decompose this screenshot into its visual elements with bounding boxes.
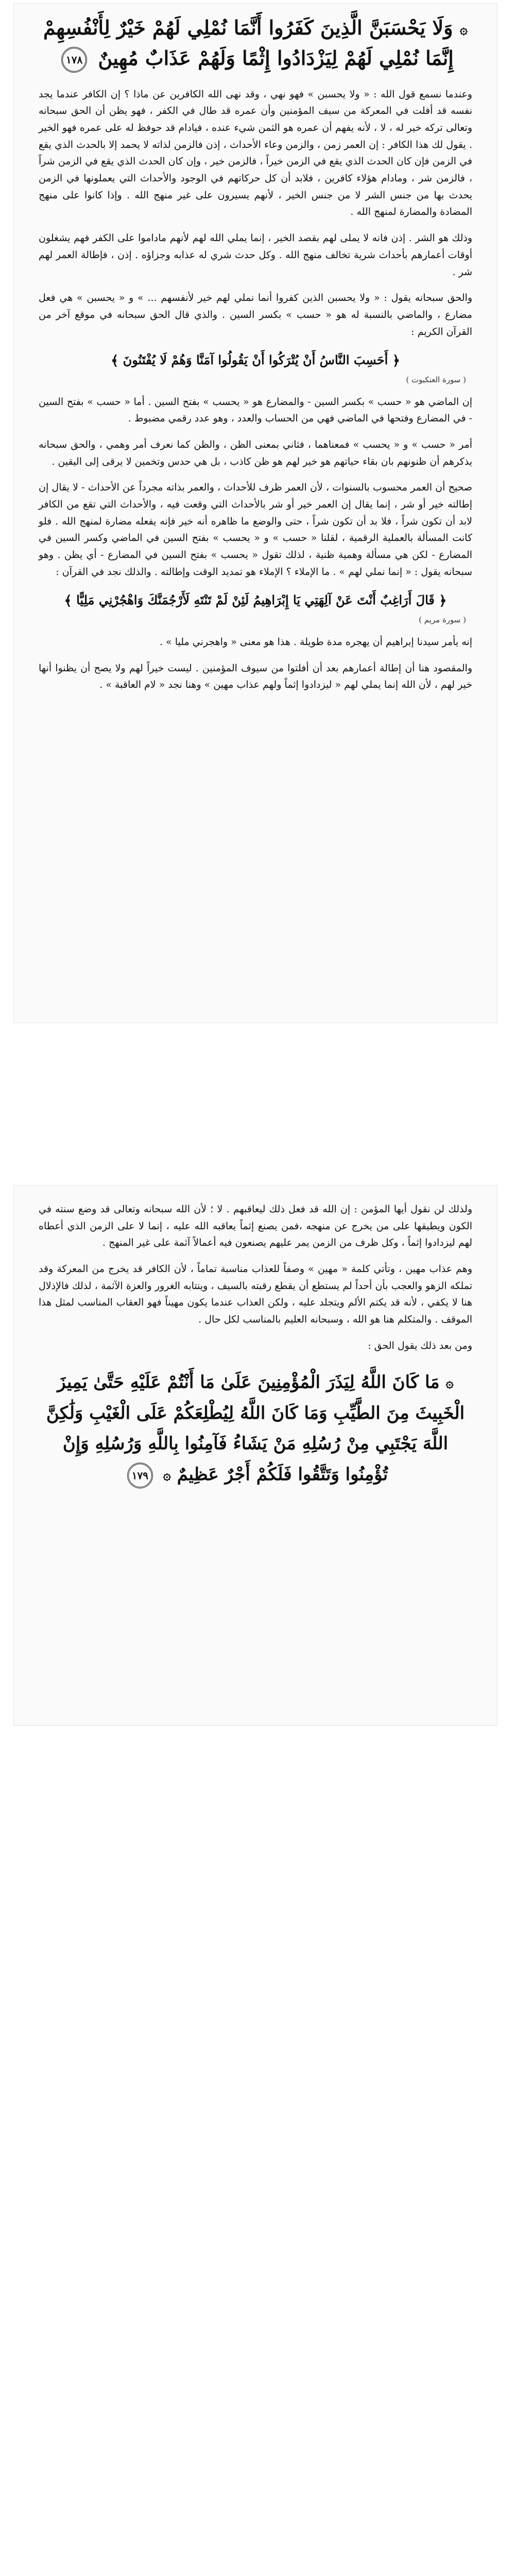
verse-bracket-icon: ﴿ [439,593,447,609]
commentary-paragraph: وهم عذاب مهين ، وتأتي كلمة « مهين » وصفاً للعذاب مناسبة تماماً ، لأن الكافر قد يخرج من المعركة وقد تملكه الزهو والعجب بأن أحداً لم يستطع أن يقطع رقبته بالسيف ، وينتابه الغرور والعزة الآثمة ، لذلك فالإذلال هنا لا يكفي ، لأنه قد يكتم الألم ويتجلد عليه ، ولكن العذاب عندما يكون مهيناً فهو العقاب المناسب لمثل هذا الموقف . والمتكلم هنا هو الله ، وسبحانه العليم بالمناسب لكل حال . [39,1263,472,1326]
scanned-page-1 [13,3,497,1023]
commentary-paragraph: ومن بعد ذلك يقول الحق : [368,1340,472,1351]
quran-verse-heading [14,4,497,77]
quoted-verse [14,349,497,372]
verse-end-ornament-icon: ۞ [163,1467,171,1483]
verse-bracket-icon: ﴾ [111,353,119,369]
commentary-paragraph: وذلك هو الشر . إذن فانه لا يملى لهم بقصد الخير ، إنما يملي الله لهم لأنهم ماداموا على الكفر فهم يشغلون أوقات أعمارهم بأحداث شرية تخالف منهج الله . وكل حدث شري له عذابه وجزاؤه . إذن ، فإطالة العمر لهم شر . [39,232,472,278]
commentary-paragraph: ولذلك لن نقول أيها المؤمن : إن الله قد فعل ذلك ليعاقبهم . لا ؛ لأن الله سبحانه وتعالى قد وضع سنته في الكون ويطيقها على من يخرج عن منهجه ،فمن يصنع إثماً يعاقبه الله عليه ، إنما لا على الزمن الذي أعطاه لهم ليزدادوا إثماً ، وكل ظرف من الزمن يمر عليهم يصنعون فيه أعمالاً آثمة على غير المنهج . [39,1204,472,1249]
commentary-paragraph: صحيح أن العمر محسوب بالسنوات ، لأن العمر ظرف للأحداث ، والعمر بذاته مجرداً عن الأحداث - لا يقال إن إطالته خير أو شر ، إنما يقال إن العمر خير أو شر بالأحداث التي وقعت فيه ، والأحداث التي تقع من الكافر لابد أن تكون شراً ، فلا بد أن تكون شراً ، حتى والوضع ما ظاهره أنه خير فإنه يفعله مضارة لمنهج الله . فلو كانت المسألة بالعملية الرقمية ، لقلنا « حسب » و « يحسب » بفتح السين في الماضي وكسر السين في المضارع - لكن هي مسألة وهمية ظنية ، لذلك تقول « يحسب » بفتح السين في المضارع - أي يظن . وهو سبحانه يقول : « إنما نملي لهم » . ما الإملاء ؟ الإملاء هو تمديد الوقت وإطالته . والذلك نجد في القرآن : [39,482,472,578]
sura-reference: ( سورة العنكبوت ) [406,375,466,384]
quoted-verse-text: قَالَ أَرَاغِبٌ أَنْتَ عَنْ آلِهَتِي يَا إِبْرَاهِيمُ لَئِنْ لَمْ تَنْتَهِ لَأَرْجُمَنَّكَ وَاهْجُرْنِي مَلِيًّا [76,592,435,608]
verse-bracket-icon: ﴿ [392,353,400,369]
quran-verse-closing [14,1364,497,1493]
sura-reference: ( سورة مريم ) [419,615,466,624]
verse-number-badge: ١٧٨ [61,47,87,73]
commentary-paragraph: إنه يأمر سيدنا إبراهيم أن يهجره مدة طويلة . هذا هو معنى « واهجرني مليا » . [159,636,472,648]
verse-number-badge: ١٧٩ [127,1463,153,1488]
commentary-paragraph: أمر « حسب » و « يحسب » فمعناهما ، فثاني بمعنى الظن ، والظن كما نعرف أمر وهمي ، والحق سبحانه يذكرهم أن ظنونهم بان بقاء حياتهم هو خير لهم هو ظن كاذب ، بل هي حدس وتخمين لا يرقى إلى اليقين . [39,439,472,467]
verse-text: وَلَا يَحْسَبَنَّ الَّذِينَ كَفَرُوا أَنَّمَا نُمْلِي لَهُمْ خَيْرٌ لِأَنْفُسِهِمْ إِنَّمَا نُمْلِي لَهُمْ لِيَزْدَادُوا إِثْمًا وَلَهُمْ عَذَابٌ مُهِينٌ [43,16,454,70]
commentary-paragraph: إن الماضي هو « حسب » بكسر السين - والمضارع هو « يحسب » بفتح السين . أما « حسب » بفتح السين - في المضارع وفتحها في الماضي فهي من الحساب والعدد ، وهو عدد رقمي مضبوط . [39,396,472,425]
quoted-verse-text: أَحَسِبَ النَّاسُ أَنْ يُتْرَكُوا أَنْ يَقُولُوا آمَنَّا وَهُمْ لَا يُفْتَنُونَ [123,352,388,368]
commentary-paragraph: والمقصود هنا أن إطالة أعمارهم بعد أن أفلتوا من سيوف المؤمنين . ليست خيراً لهم ولا يصح أن يظنوا أنها خير لهم ، لأن الله إنما يملي لهم « ليزدادوا إثماً ولهم عذاب مهين » وهنا نجد « لام العاقبة » . [39,662,472,691]
quoted-verse [14,589,497,612]
verse-text: مَا كَانَ اللَّهُ لِيَذَرَ الْمُؤْمِنِينَ عَلَىٰ مَا أَنْتُمْ عَلَيْهِ حَتَّىٰ يَمِيزَ الْخَبِيثَ مِنَ الطَّيِّبِ وَمَا كَانَ اللَّهُ لِيُطْلِعَكُمْ عَلَى الْغَيْبِ وَلَٰكِنَّ اللَّهَ يَجْتَبِي مِنْ رُسُلِهِ مَنْ يَشَاءُ فَآمِنُوا بِاللَّهِ وَرُسُلِهِ وَإِنْ تُؤْمِنُوا وَتَتَّقُوا فَلَكُمْ أَجْرٌ عَظِيمٌ [46,1372,465,1485]
verse-bracket-icon: ﴾ [64,593,72,609]
verse-start-ornament-icon: ۞ [445,1375,454,1391]
commentary-paragraph: وعندما نسمع قول الله : « ولا يحسبن » فهو نهي ، وقد نهى الله الكافرين عن ماذا ؟ إن الكافر عندما يجد نفسه قد أفلت في المعركة من سيف المؤمنين وأن عمره قد طال في الكفر ، فهو يظن أن الحق سبحانه وتعالى تركه خير له ، لا ، لأنه يفهم أن عمره هو الثمن شيء عنده ، فيادام قد حوفظ له على عمره فهو الخير . يقول لك هذا الكافر : إن العمر زمن ، والزمن وعاء الأحداث ، إذن فالزمن لذاته لا يحمد إلا بالحدث الذي يقع في الزمن فإن كان الحدث الذي يقع في الزمن خيراً ، فالزمن خير ، وإن كان الحدث الذي يقع في الزمن شراً ، فالزمن شر ، ومادام هؤلاء كافرين ، فلابد أن كل حركاتهم في الوجود والأحداث التي يعملونها في الزمن يحدث بها من جنس الشر لا من جنس الخير ، لأنهم يسيرون على غير منهج الله . وإذا كانوا على منهج المضادة والمضارة لمنهج الله . [39,88,472,218]
page-gap [13,1030,497,1175]
scanned-page-2 [13,1185,497,1726]
verse-start-ornament-icon: ۞ [459,22,468,38]
commentary-paragraph: والحق سبحانه يقول : « ولا يحسبن الذين كفروا أنما نملي لهم خير لأنفسهم ... » و « يحسبن » هي فعل مضارع ، والماضي بالنسبة له هو « حسب » بكسر السين . والذي قال الحق سبحانه في موقع آخر من القرآن الكريم : [39,292,472,337]
